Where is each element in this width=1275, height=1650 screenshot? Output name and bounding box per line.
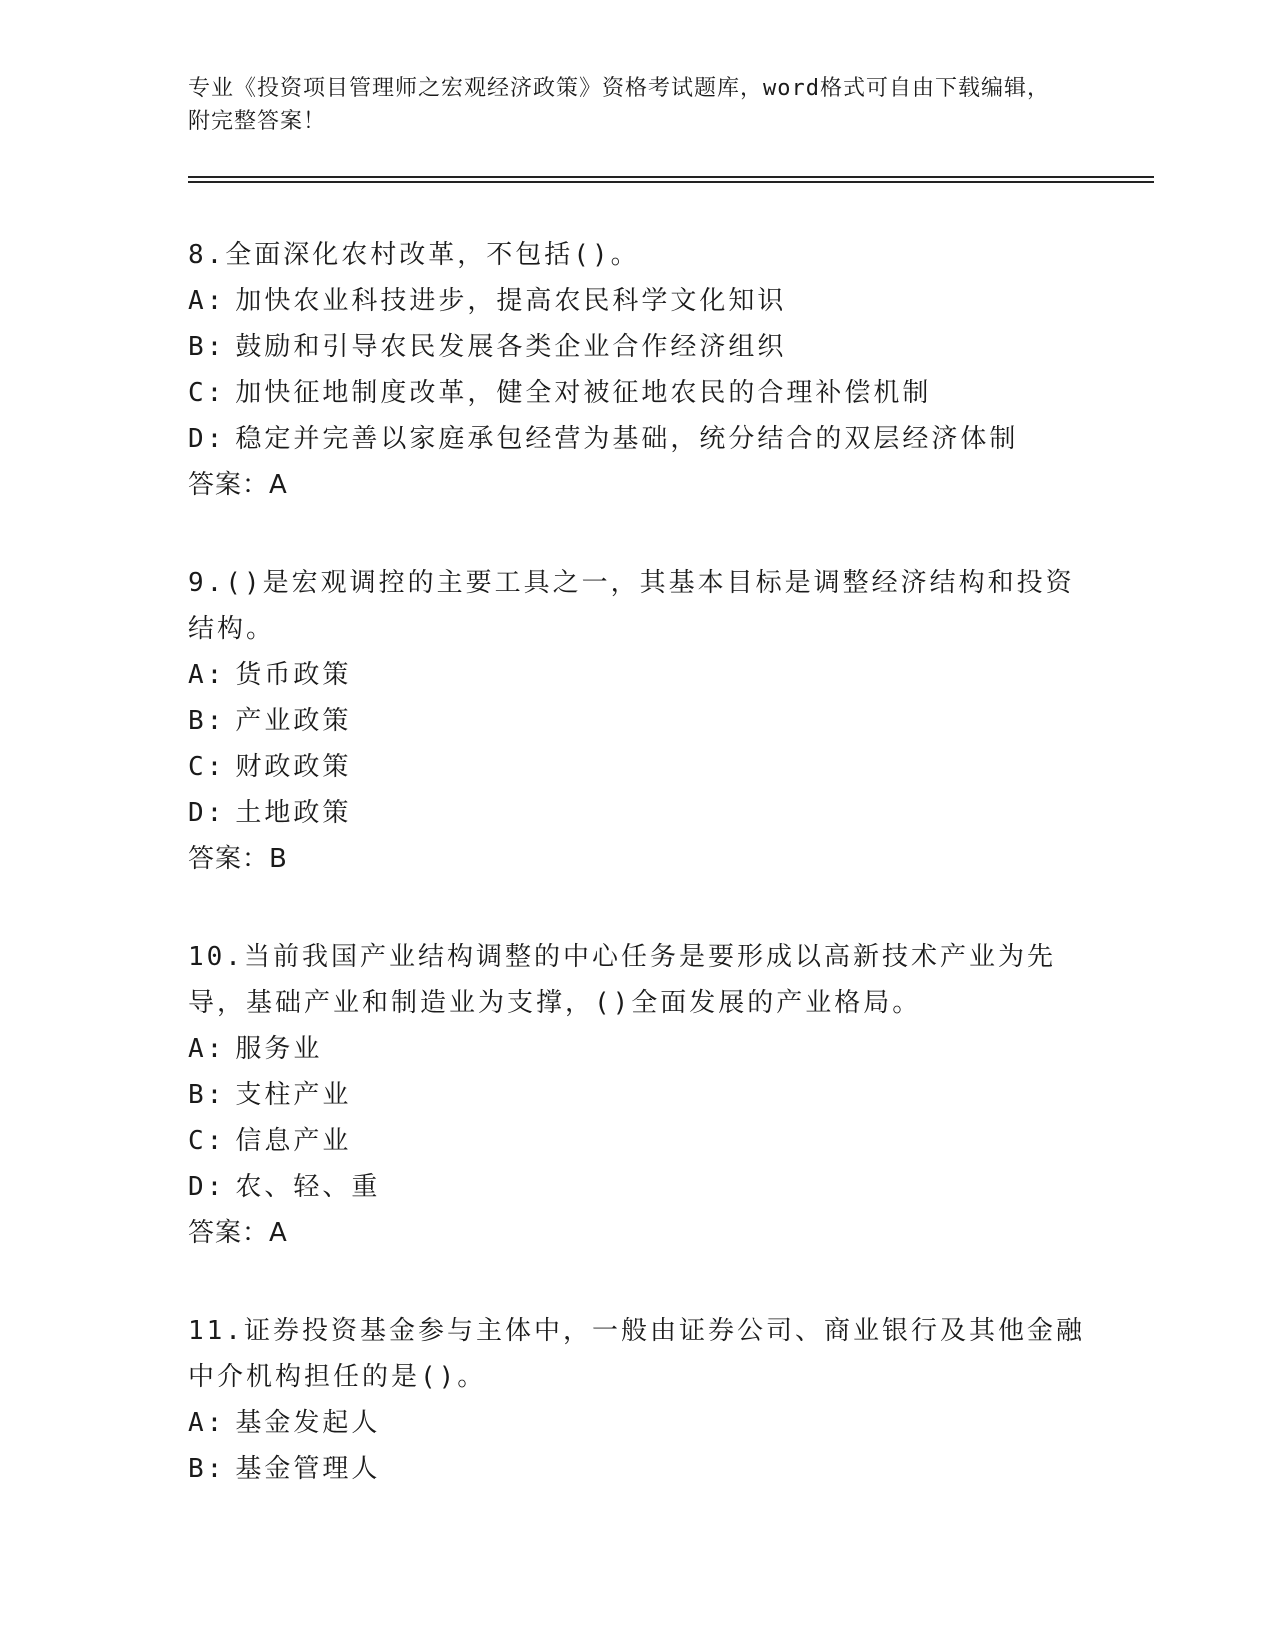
- option-letter: B:: [188, 332, 226, 362]
- option-letter: A:: [188, 660, 226, 690]
- option-letter: A:: [188, 1034, 226, 1064]
- option-a: [188, 652, 1088, 698]
- document-header: 专业《投资项目管理师之宏观经济政策》资格考试题库，word格式可自由下载编辑，附完整答案！: [188, 76, 1050, 134]
- option-b: [188, 1446, 1088, 1492]
- option-letter: D:: [188, 1172, 226, 1202]
- option-text: 加快征地制度改革，健全对被征地农民的合理补偿机制: [235, 378, 932, 408]
- option-letter: D:: [188, 798, 226, 828]
- question-text: 11.证券投资基金参与主体中，一般由证券公司、商业银行及其他金融中介机构担任的是()。: [188, 1316, 1085, 1392]
- option-b: [188, 698, 1088, 744]
- option-text: 财政政策: [235, 752, 352, 782]
- header-divider-bottom: [188, 181, 1154, 183]
- option-b: [188, 324, 1088, 370]
- question-text: 10.当前我国产业结构调整的中心任务是要形成以高新技术产业为先导，基础产业和制造业为支撑，()全面发展的产业格局。: [188, 942, 1056, 1018]
- option-letter: A:: [188, 1408, 226, 1438]
- answer-label: 答案：: [188, 470, 270, 500]
- option-text: 鼓励和引导农民发展各类企业合作经济组织: [235, 332, 787, 362]
- option-c: [188, 744, 1088, 790]
- option-a: [188, 1400, 1088, 1446]
- option-d: [188, 1164, 1088, 1210]
- question-list: [188, 232, 1088, 1544]
- answer-label: 答案：: [188, 1218, 270, 1248]
- option-d: [188, 416, 1088, 462]
- answer-line: [188, 462, 1088, 508]
- option-text: 服务业: [235, 1034, 323, 1064]
- option-text: 基金发起人: [235, 1408, 381, 1438]
- question-text: 8.全面深化农村改革，不包括()。: [188, 240, 640, 270]
- option-letter: C:: [188, 752, 226, 782]
- option-text: 信息产业: [235, 1126, 352, 1156]
- option-letter: B:: [188, 1080, 226, 1110]
- option-text: 基金管理人: [235, 1454, 381, 1484]
- option-letter: B:: [188, 706, 226, 736]
- question-9: [188, 560, 1088, 882]
- option-a: [188, 278, 1088, 324]
- answer-value: A: [269, 1218, 288, 1248]
- option-letter: C:: [188, 378, 226, 408]
- option-letter: B:: [188, 1454, 226, 1484]
- option-c: [188, 370, 1088, 416]
- option-text: 稳定并完善以家庭承包经营为基础，统分结合的双层经济体制: [235, 424, 1019, 454]
- option-text: 土地政策: [235, 798, 352, 828]
- option-letter: D:: [188, 424, 226, 454]
- option-d: [188, 790, 1088, 836]
- option-letter: C:: [188, 1126, 226, 1156]
- option-text: 加快农业科技进步，提高农民科学文化知识: [235, 286, 787, 316]
- answer-line: [188, 836, 1088, 882]
- answer-label: 答案：: [188, 844, 270, 874]
- answer-value: B: [269, 844, 288, 874]
- question-text: 9.()是宏观调控的主要工具之一，其基本目标是调整经济结构和投资结构。: [188, 568, 1075, 644]
- answer-line: [188, 1210, 1088, 1256]
- option-c: [188, 1118, 1088, 1164]
- header-divider-top: [188, 176, 1154, 178]
- option-a: [188, 1026, 1088, 1072]
- option-text: 农、轻、重: [235, 1172, 381, 1202]
- option-text: 货币政策: [235, 660, 352, 690]
- question-11: [188, 1308, 1088, 1492]
- answer-value: A: [269, 470, 288, 500]
- question-10: [188, 934, 1088, 1256]
- option-text: 产业政策: [235, 706, 352, 736]
- option-text: 支柱产业: [235, 1080, 352, 1110]
- question-8: [188, 232, 1088, 508]
- option-b: [188, 1072, 1088, 1118]
- option-letter: A:: [188, 286, 226, 316]
